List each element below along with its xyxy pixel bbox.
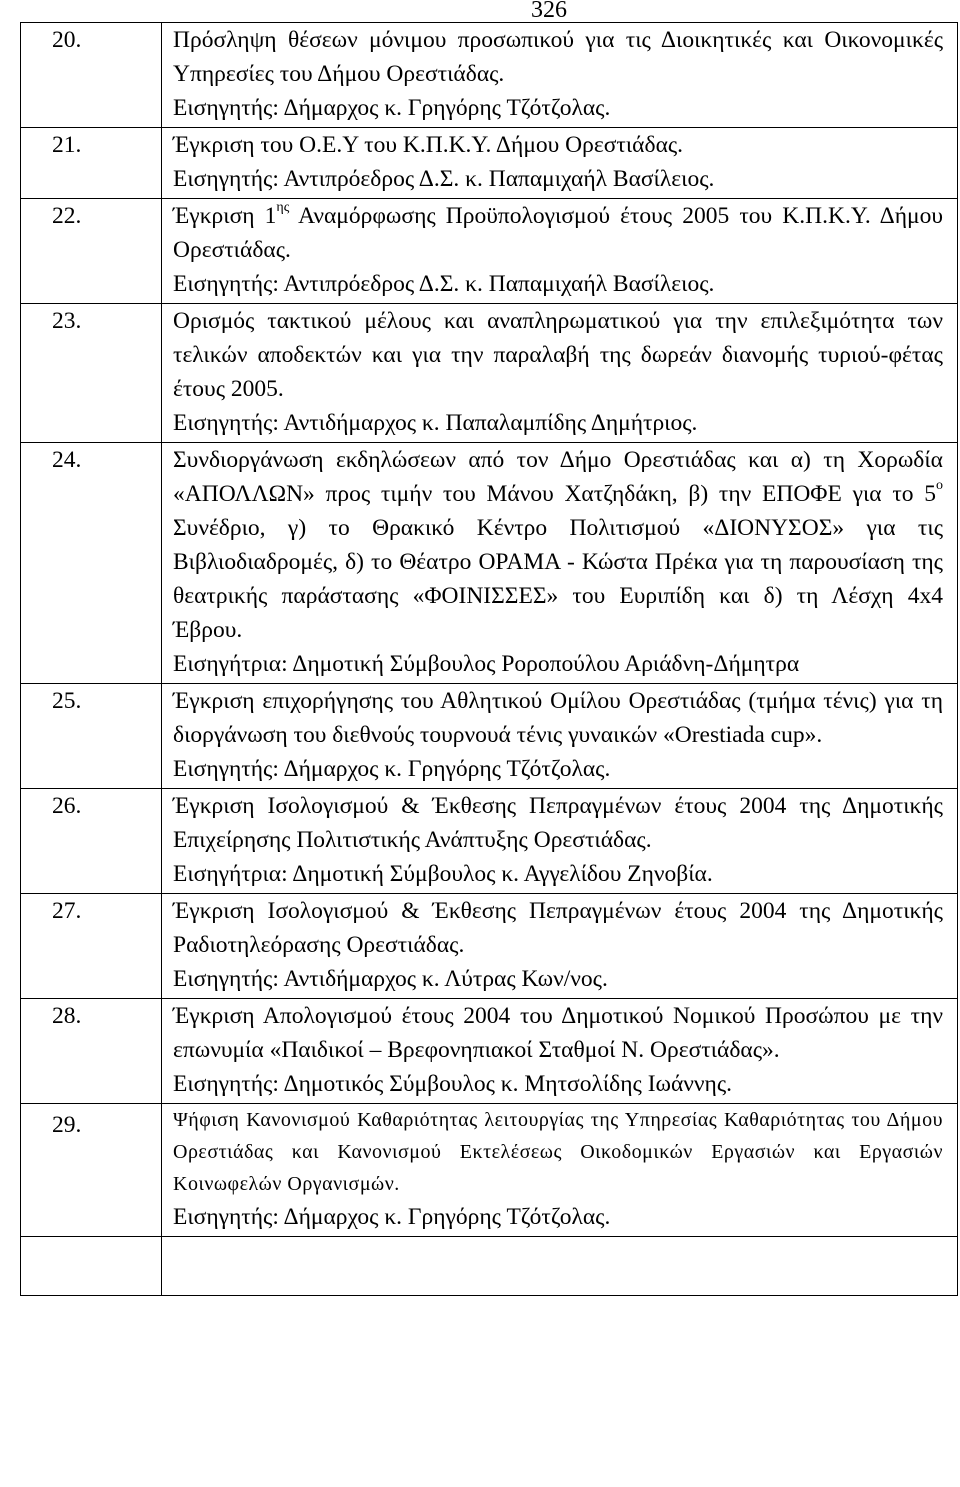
item-text: Έγκριση Απολογισμού έτους 2004 του Δημοτικού Νομικού Προσώπου με την επωνυμία «Παιδικοί – Βρεφονηπιακοί Σταθμοί Ν. Ορεστιάδας». — [173, 1003, 943, 1063]
item-number: 29. — [21, 1104, 162, 1237]
item-rapporteur: Εισηγήτρια: Δημοτική Σύμβουλος κ. Αγγελίδου Ζηνοβία. — [173, 861, 713, 887]
item-number: 26. — [21, 789, 162, 894]
item-content — [162, 199, 958, 304]
item-text-part: Αναμόρφωσης Προϋπολογισμού έτους 2005 του Κ.Π.Κ.Υ. Δήμου Ορεστιάδας. — [173, 203, 943, 263]
item-text — [173, 199, 943, 267]
item-rapporteur: Εισηγητής: Δήμαρχος κ. Γρηγόρης Τζότζολας. — [173, 95, 611, 121]
item-rapporteur: Εισηγητής: Αντιδήμαρχος κ. Παπαλαμπίδης Δημήτριος. — [173, 410, 698, 436]
item-rapporteur: Εισηγητής: Αντιπρόεδρος Δ.Σ. κ. Παπαμιχαήλ Βασίλειος. — [173, 166, 715, 192]
item-text: Έγκριση επιχορήγησης του Αθλητικού Ομίλου Ορεστιάδας (τμήμα τένις) για τη διοργάνωση του διεθνούς τουρνουά τένις γυναικών «Orestiada cup». — [173, 688, 943, 748]
agenda-row — [21, 894, 958, 999]
item-number: 27. — [21, 894, 162, 999]
item-text-part: Συνέδριο, γ) το Θρακικό Κέντρο Πολιτισμού «ΔΙΟΝΥΣΟΣ» για τις Βιβλιοδιαδρομές, δ) το Θέατρο ΟΡΑΜΑ - Κώστα Πρέκα για τη παρουσίαση της θεατρικής παράστασης «ΦΟΙΝΙΣΣΕΣ» του Ευριπίδη και δ) τη Λέσχη 4x4 Έβρου. — [173, 515, 943, 643]
item-rapporteur: Εισηγητής: Δήμαρχος κ. Γρηγόρης Τζότζολας. — [173, 756, 611, 782]
empty-cell — [21, 1237, 162, 1296]
item-text: Έγκριση του Ο.Ε.Υ του Κ.Π.Κ.Υ. Δήμου Ορεστιάδας. — [173, 132, 684, 158]
agenda-row — [21, 1104, 958, 1237]
agenda-row — [21, 23, 958, 128]
item-number: 24. — [21, 443, 162, 684]
item-content — [162, 128, 958, 199]
page-number: 326 — [531, 0, 567, 23]
agenda-row — [21, 789, 958, 894]
agenda-row — [21, 128, 958, 199]
item-text: Ψήφιση Κανονισμού Καθαριότητας λειτουργίας της Υπηρεσίας Καθαριότητας του Δήμου Ορεστιάδας και Κανονισμού Εκτελέσεως Οικοδομικών Εργασιών και Εργασιών Κοινωφελών Οργανισμών. — [173, 1109, 943, 1195]
item-number: 28. — [21, 999, 162, 1104]
item-content — [162, 443, 958, 684]
item-number: 23. — [21, 304, 162, 443]
agenda-row — [21, 304, 958, 443]
item-content — [162, 304, 958, 443]
item-text — [173, 443, 943, 647]
item-text: Ορισμός τακτικού μέλους και αναπληρωματικού για την επιλεξιμότητα των τελικών αποδεκτών και για την παραλαβή της δωρεάν διανομής τυριού-φέτας έτους 2005. — [173, 308, 943, 402]
item-content — [162, 684, 958, 789]
agenda-row — [21, 684, 958, 789]
ordinal-suffix: ο — [936, 478, 943, 493]
empty-row — [21, 1237, 958, 1296]
item-rapporteur: Εισηγητής: Αντιπρόεδρος Δ.Σ. κ. Παπαμιχαήλ Βασίλειος. — [173, 271, 715, 297]
item-content — [162, 999, 958, 1104]
item-content — [162, 23, 958, 128]
item-text-part: Έγκριση 1 — [173, 203, 277, 229]
agenda-row — [21, 443, 958, 684]
agenda-table — [20, 22, 958, 1296]
empty-cell — [162, 1237, 958, 1296]
item-rapporteur: Εισηγητής: Δήμαρχος κ. Γρηγόρης Τζότζολας. — [173, 1204, 611, 1230]
item-content — [162, 894, 958, 999]
item-text: Έγκριση Ισολογισμού & Έκθεσης Πεπραγμένων έτους 2004 της Δημοτικής Επιχείρησης Πολιτιστικής Ανάπτυξης Ορεστιάδας. — [173, 793, 943, 853]
item-number: 25. — [21, 684, 162, 789]
item-rapporteur: Εισηγήτρια: Δημοτική Σύμβουλος Ροροπούλου Αριάδνη-Δήμητρα — [173, 651, 800, 677]
item-content — [162, 789, 958, 894]
item-rapporteur: Εισηγητής: Αντιδήμαρχος κ. Λύτρας Κων/νος. — [173, 966, 608, 992]
item-text-part: Συνδιοργάνωση εκδηλώσεων από τον Δήμο Ορεστιάδας και α) τη Χορωδία «ΑΠΟΛΛΩΝ» προς τιμήν του Μάνου Χατζηδάκη, β) την ΕΠΟΦΕ για το 5 — [173, 447, 943, 507]
item-text: Πρόσληψη θέσεων μόνιμου προσωπικού για τις Διοικητικές και Οικονομικές Υπηρεσίες του Δήμου Ορεστιάδας. — [173, 27, 943, 87]
item-content — [162, 1104, 958, 1237]
item-rapporteur: Εισηγητής: Δημοτικός Σύμβουλος κ. Μητσολίδης Ιωάννης. — [173, 1071, 733, 1097]
item-number: 22. — [21, 199, 162, 304]
agenda-row — [21, 199, 958, 304]
agenda-row — [21, 999, 958, 1104]
ordinal-suffix: ης — [276, 200, 290, 215]
item-number: 21. — [21, 128, 162, 199]
item-text: Έγκριση Ισολογισμού & Έκθεσης Πεπραγμένων έτους 2004 της Δημοτικής Ραδιοτηλεόρασης Ορεστιάδας. — [173, 898, 943, 958]
item-number: 20. — [21, 23, 162, 128]
